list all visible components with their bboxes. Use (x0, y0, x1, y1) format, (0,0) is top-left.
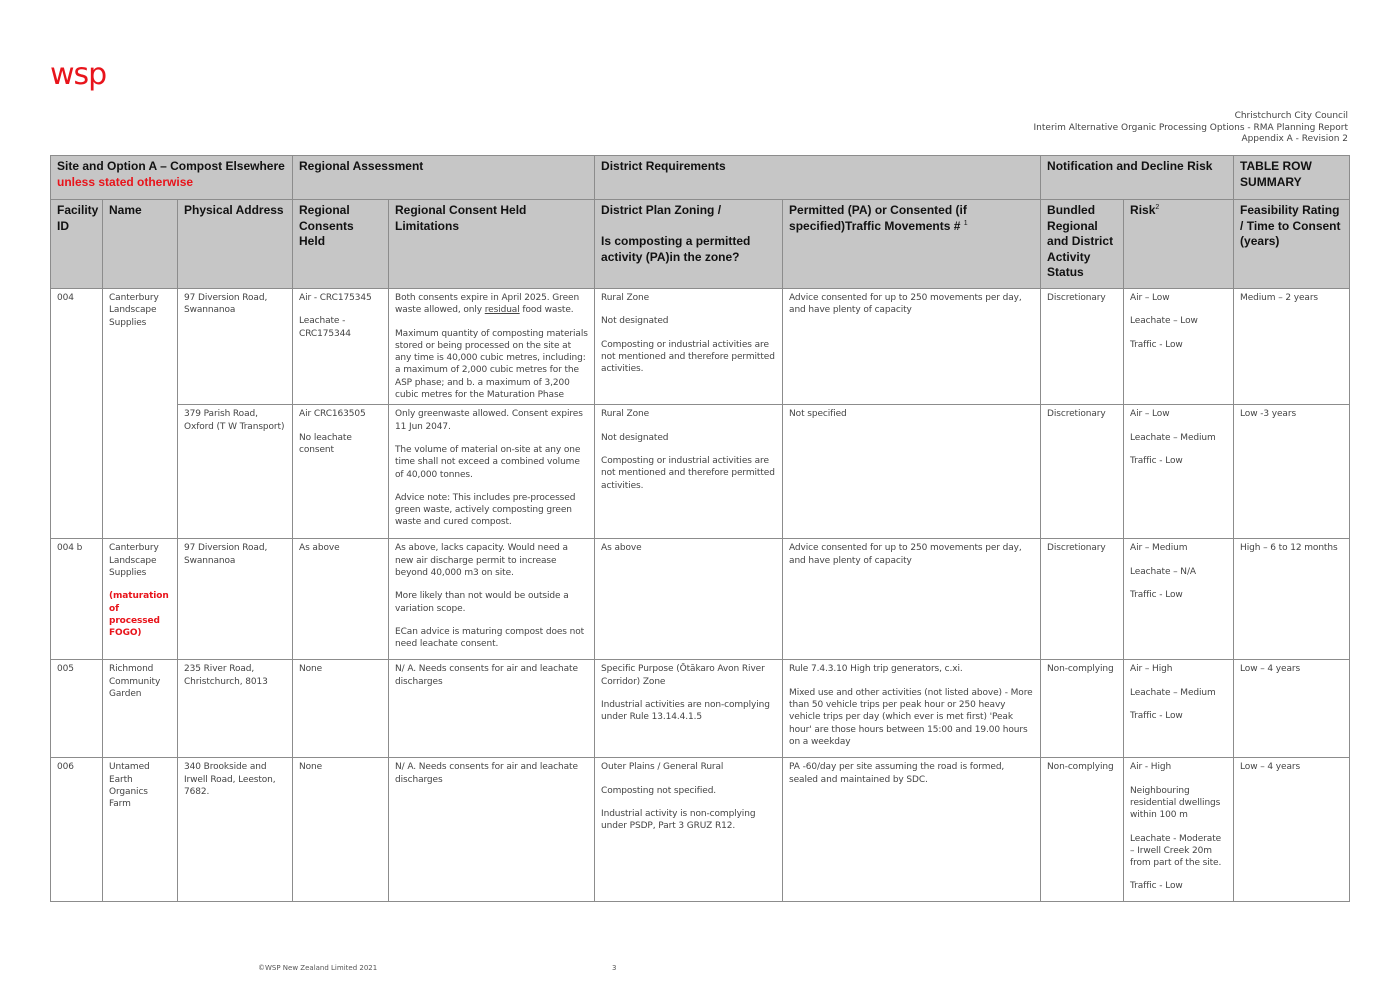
cell-consents (293, 289, 389, 405)
cell-zoning (595, 539, 783, 660)
cell-status: Discretionary (1041, 539, 1124, 660)
cell-feasibility: Medium – 2 years (1234, 289, 1350, 405)
col-header-traffic-label: Permitted (PA) or Consented (if specified)Traffic Movements # (789, 203, 967, 233)
cell-traffic (783, 660, 1041, 758)
name-line: Canterbury Landscape Supplies (109, 543, 159, 578)
risk-line: Leachate – N/A (1130, 566, 1196, 577)
col-header-limitations: Regional Consent Held Limitations (389, 200, 595, 289)
col-header-traffic (783, 200, 1041, 289)
document-header (1034, 111, 1348, 146)
group-header-site-note: unless stated otherwise (57, 174, 194, 189)
group-header-site-label: Site and Option A – Compost Elsewhere (57, 159, 285, 173)
cell-traffic (783, 405, 1041, 539)
group-header-notification: Notification and Decline Risk (1041, 156, 1234, 200)
zoning-line: Rural Zone (601, 409, 650, 420)
col-header-feasibility: Feasibility Rating / Time to Consent (years) (1234, 200, 1350, 289)
header-appendix: Appendix A - Revision 2 (1241, 134, 1348, 144)
cell-consents (293, 539, 389, 660)
limitation-underlined: residual (484, 305, 520, 316)
group-header-regional: Regional Assessment (293, 156, 595, 200)
group-header-district: District Requirements (595, 156, 1041, 200)
zoning-line: Not designated (601, 316, 669, 327)
cell-status: Non-complying (1041, 660, 1124, 758)
cell-limitations (389, 289, 595, 405)
table-row (51, 539, 1350, 660)
zoning-line: Rural Zone (601, 293, 650, 303)
consent-line: As above (299, 543, 340, 554)
cell-name: Canterbury Landscape Supplies (103, 289, 178, 539)
cell-risk (1124, 660, 1234, 758)
zoning-line: Specific Purpose (Ōtākaro Avon River Corridor) Zone (601, 664, 765, 687)
limitation-line (395, 292, 588, 317)
limitation-line: More likely than not would be outside a variation scope. (395, 591, 569, 614)
footnote-ref-1: 1 (963, 219, 968, 227)
table-row (51, 758, 1350, 902)
cell-limitations (389, 405, 595, 539)
col-header-risk-label: Risk (1130, 203, 1156, 217)
name-note: (maturation of processed FOGO) (109, 591, 169, 639)
risk-line: Leachate – Medium (1130, 687, 1216, 698)
risk-line: Leachate - Moderate – Irwell Creek 20m from part of the site. (1130, 833, 1222, 869)
limitation-line: Only greenwaste allowed. Consent expires 11 Jun 2047. (395, 409, 583, 432)
cell-limitations (389, 539, 595, 660)
consent-line: Leachate - CRC175344 (299, 316, 351, 339)
cell-risk (1124, 289, 1234, 405)
table-row (51, 660, 1350, 758)
footnote-ref-2: 2 (1155, 204, 1160, 211)
cell-address: 97 Diversion Road, Swannanoa (178, 289, 293, 405)
limitation-line: N/ A. Needs consents for air and leachate discharges (395, 762, 578, 785)
col-header-zoning-question: Is composting a permitted activity (PA)in the zone? (601, 234, 751, 264)
zoning-line: Composting or industrial activities are not mentioned and therefore permitted activities. (601, 455, 775, 491)
group-header-row (51, 156, 1350, 200)
col-header-zoning-label: District Plan Zoning / (601, 203, 722, 217)
group-header-site (51, 156, 293, 200)
limitation-text: food waste. (519, 305, 574, 316)
cell-facility-id: 004 (51, 289, 103, 539)
risk-line: Traffic - Low (1130, 881, 1183, 892)
col-header-status: Bundled Regional and District Activity Status (1041, 200, 1124, 289)
col-header-address: Physical Address (178, 200, 293, 289)
cell-status: Non-complying (1041, 758, 1124, 902)
cell-consents (293, 405, 389, 539)
footer-page-number: 3 (612, 964, 617, 972)
cell-facility-id: 005 (51, 660, 103, 758)
cell-name: Untamed Earth Organics Farm (103, 758, 178, 902)
zoning-line: Composting not specified. (601, 785, 717, 796)
consent-line: None (299, 762, 323, 773)
cell-address: 340 Brookside and Irwell Road, Leeston, 7682. (178, 758, 293, 902)
limitation-line: Advice note: This includes pre-processed green waste, actively composting green waste and cured compost. (395, 492, 576, 528)
cell-status: Discretionary (1041, 405, 1124, 539)
cell-feasibility: Low – 4 years (1234, 660, 1350, 758)
col-header-consents: Regional Consents Held (293, 200, 389, 289)
risk-line: Leachate – Medium (1130, 432, 1216, 443)
wsp-logo (50, 62, 130, 106)
limitation-line: The volume of material on-site at any one time shall not exceed a combined volume of 40,000 tonnes. (395, 444, 581, 480)
cell-consents (293, 660, 389, 758)
cell-zoning (595, 289, 783, 405)
cell-risk (1124, 405, 1234, 539)
options-table (50, 155, 1350, 902)
consent-line: Air CRC163505 (299, 409, 366, 420)
risk-line: Traffic - Low (1130, 455, 1183, 466)
limitation-line: ECan advice is maturing compost does not need leachate consent. (395, 626, 585, 650)
cell-limitations (389, 758, 595, 902)
risk-line: Air – Medium (1130, 543, 1188, 554)
cell-name: Richmond Community Garden (103, 660, 178, 758)
zoning-line: Composting or industrial activities are not mentioned and therefore permitted activities. (601, 339, 775, 375)
risk-line: Traffic - Low (1130, 589, 1183, 600)
limitation-line: N/ A. Needs consents for air and leachate discharges (395, 664, 578, 687)
cell-address: 97 Diversion Road, Swannanoa (178, 539, 293, 660)
zoning-line: Industrial activity is non-complying under PSDP, Part 3 GRUZ R12. (601, 808, 756, 832)
cell-feasibility: High – 6 to 12 months (1234, 539, 1350, 660)
traffic-line: Advice consented for up to 250 movements per day, and have plenty of capacity (789, 293, 1022, 316)
limitation-text: Both consents expire in April 2025. Green waste allowed, only (395, 293, 580, 316)
col-header-zoning (595, 200, 783, 289)
risk-line: Traffic - Low (1130, 710, 1183, 721)
col-header-name: Name (103, 200, 178, 289)
limitation-line: Maximum quantity of composting materials stored or being processed on the site at any time is 40,000 cubic metres, including: a maximum of 2,000 cubic metres for the ASP phase; and b. a maximum of 3,200 cubic metres for the Maturation Phase (395, 328, 588, 401)
cell-risk (1124, 539, 1234, 660)
zoning-line: Not designated (601, 432, 669, 443)
traffic-line: PA -60/day per site assuming the road is formed, sealed and maintained by SDC. (789, 762, 1005, 785)
risk-line: Traffic - Low (1130, 339, 1183, 350)
cell-feasibility: Low -3 years (1234, 405, 1350, 539)
cell-risk (1124, 758, 1234, 902)
header-report-title: Interim Alternative Organic Processing Options - RMA Planning Report (1033, 122, 1348, 133)
traffic-line: Rule 7.4.3.10 High trip generators, c.xi. (789, 664, 963, 675)
risk-line: Neighbouring residential dwellings within 100 m (1130, 785, 1221, 821)
cell-zoning (595, 660, 783, 758)
consent-line: No leachate consent (299, 432, 352, 455)
traffic-line: Advice consented for up to 250 movements per day, and have plenty of capacity (789, 543, 1022, 566)
table-row (51, 405, 1350, 539)
cell-address: 235 River Road, Christchurch, 8013 (178, 660, 293, 758)
header-client: Christchurch City Council (1234, 111, 1348, 121)
cell-status: Discretionary (1041, 289, 1124, 405)
cell-address: 379 Parish Road, Oxford (T W Transport) (178, 405, 293, 539)
limitation-line: As above, lacks capacity. Would need a new air discharge permit to increase beyond 40,000 m3 on site. (395, 543, 568, 578)
zoning-line: Industrial activities are non-complying under Rule 13.14.4.1.5 (601, 699, 770, 723)
cell-zoning (595, 405, 783, 539)
traffic-line: Mixed use and other activities (not listed above) - More than 50 vehicle trips per peak hour or 250 heavy vehicle trips per day (which ever is met first) 'Peak hour' are those hours between 15:00 and 19.00 hours on a weekday (789, 687, 1033, 747)
footer-copyright: ©WSP New Zealand Limited 2021 (258, 964, 378, 972)
cell-limitations (389, 660, 595, 758)
col-header-risk (1124, 200, 1234, 289)
risk-line: Air - High (1130, 762, 1172, 773)
cell-consents (293, 758, 389, 902)
zoning-line: Outer Plains / General Rural (601, 762, 724, 773)
risk-line: Leachate – Low (1130, 316, 1198, 327)
cell-traffic (783, 539, 1041, 660)
column-header-row (51, 200, 1350, 289)
risk-line: Air – High (1130, 664, 1173, 675)
risk-line: Air – Low (1130, 409, 1170, 420)
traffic-line: Not specified (789, 409, 847, 420)
cell-traffic (783, 758, 1041, 902)
group-header-summary: TABLE ROW SUMMARY (1234, 156, 1350, 200)
cell-zoning (595, 758, 783, 902)
consent-line: Air - CRC175345 (299, 293, 372, 303)
logo-text: wsp (50, 62, 107, 92)
cell-facility-id: 006 (51, 758, 103, 902)
risk-line: Air – Low (1130, 293, 1170, 303)
cell-feasibility: Low – 4 years (1234, 758, 1350, 902)
cell-traffic (783, 289, 1041, 405)
table-row (51, 289, 1350, 405)
consent-line: None (299, 664, 323, 675)
cell-facility-id: 004 b (51, 539, 103, 660)
col-header-facility-id: Facility ID (51, 200, 103, 289)
cell-name (103, 539, 178, 660)
zoning-line: As above (601, 543, 642, 554)
